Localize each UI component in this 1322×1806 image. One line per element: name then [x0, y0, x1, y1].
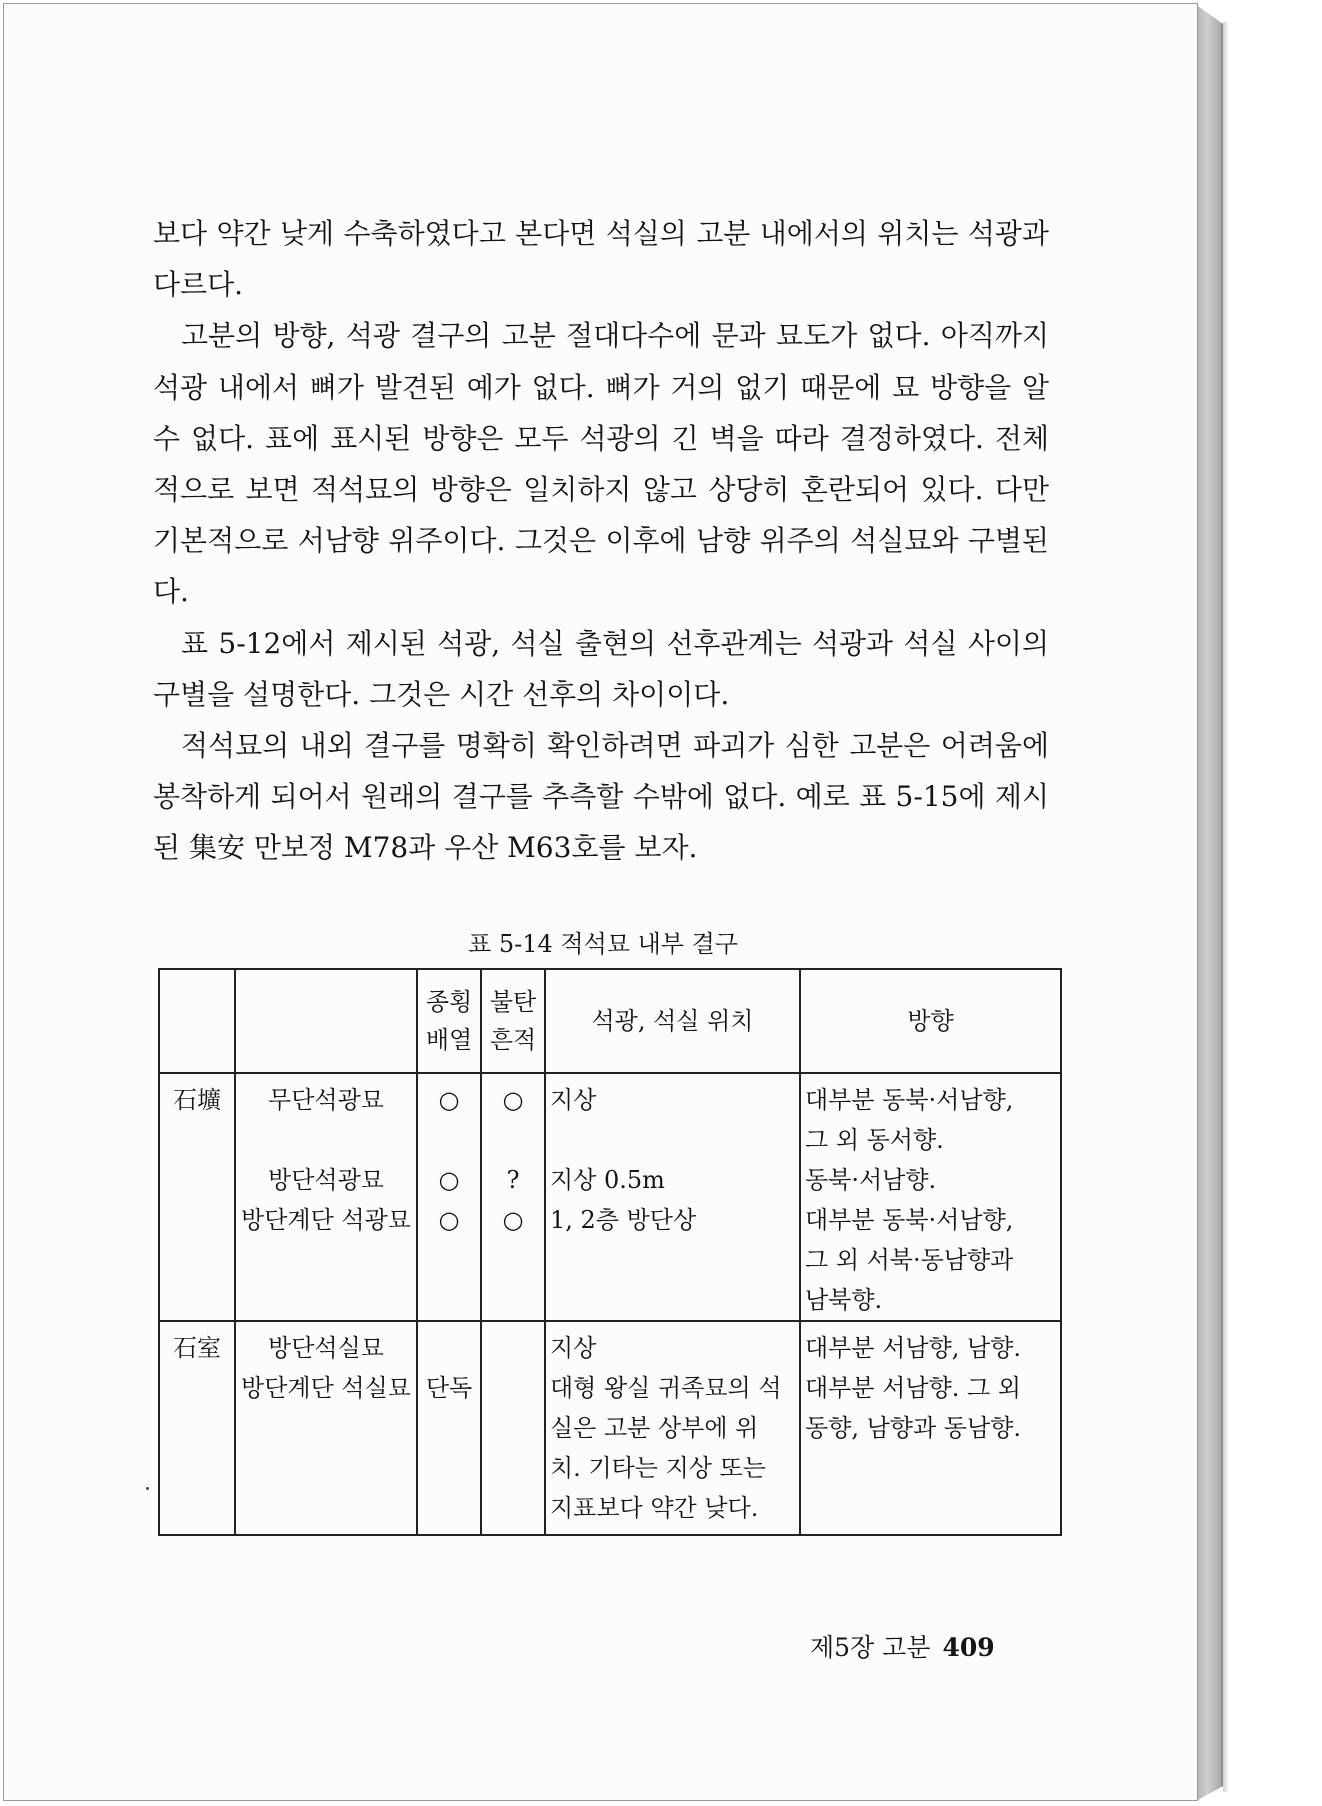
chapter-title: 제5장 고분 [810, 1633, 931, 1662]
paragraph-2: 고분의 방향, 석광 결구의 고분 절대다수에 문과 묘도가 없다. 아직까지 석광 내에서 뼈가 발견된 예가 없다. 뼈가 거의 없기 때문에 묘 방향을 알 수 없다. 표에 표시된 방향은 모두 석광의 긴 벽을 따라 결정하였다. 전체적으로 보면 적석묘의 방향은 일치하지 않고 상당히 혼란되어 있다. 다만 기본적으로 서남향 위주이다. 그것은 이후에 남향 위주의 석실묘와 구별된다. [153, 319, 1049, 609]
table-row [159, 1073, 1061, 1321]
paragraph-1: 보다 약간 낮게 수축하였다고 본다면 석실의 고분 내에서의 위치는 석광과 다르다. [153, 217, 1049, 302]
running-footer [810, 1628, 995, 1664]
table-row [159, 1321, 1061, 1535]
page-edge [1198, 6, 1223, 1800]
burn-trace-cell: ○ ? ○ [481, 1073, 545, 1321]
position-cell: 지상 지상 0.5m 1, 2층 방단상 [545, 1073, 800, 1321]
scan-speck [146, 1487, 149, 1490]
position-cell: 지상 대형 왕실 귀족묘의 석 실은 고분 상부에 위 치. 기타는 지상 또는 지표보다 약간 낮다. [545, 1321, 800, 1535]
page-number: 409 [942, 1633, 995, 1662]
body-text [153, 208, 1049, 874]
header-position: 석광, 석실 위치 [545, 969, 800, 1073]
table-header-row [159, 969, 1061, 1073]
page-edge-shadow [1223, 22, 1229, 1792]
header-category [159, 969, 235, 1073]
burn-trace-cell [481, 1321, 545, 1535]
tomb-structure-table [158, 968, 1062, 1536]
category-cell: 石室 [159, 1321, 235, 1535]
arrangement-cell: ○ ○ ○ [417, 1073, 481, 1321]
type-cell: 무단석광묘 방단석광묘 방단계단 석광묘 [235, 1073, 417, 1321]
table-caption: 표 5-14 적석묘 내부 결구 [468, 930, 738, 958]
header-direction: 방향 [800, 969, 1061, 1073]
arrangement-cell: 단독 [417, 1321, 481, 1535]
category-cell: 石壙 [159, 1073, 235, 1321]
header-burn-trace: 불탄 흔적 [481, 969, 545, 1073]
paragraph-3: 표 5-12에서 제시된 석광, 석실 출현의 선후관계는 석광과 석실 사이의 구별을 설명한다. 그것은 시간 선후의 차이이다. [153, 626, 1049, 711]
header-type [235, 969, 417, 1073]
direction-cell: 대부분 동북·서남향, 그 외 동서향. 동북·서남향. 대부분 동북·서남향, 그 외 서북·동남향과 남북향. [800, 1073, 1061, 1321]
header-arrangement: 종횡 배열 [417, 969, 481, 1073]
type-cell: 방단석실묘 방단계단 석실묘 [235, 1321, 417, 1535]
paragraph-4: 적석묘의 내외 결구를 명확히 확인하려면 파괴가 심한 고분은 어려움에 봉착하게 되어서 원래의 결구를 추측할 수밖에 없다. 예로 표 5-15에 제시된 集安 만보정 M78과 우산 M63호를 보자. [153, 729, 1049, 865]
direction-cell: 대부분 서남향, 남향. 대부분 서남향. 그 외 동향, 남향과 동남향. [800, 1321, 1061, 1535]
